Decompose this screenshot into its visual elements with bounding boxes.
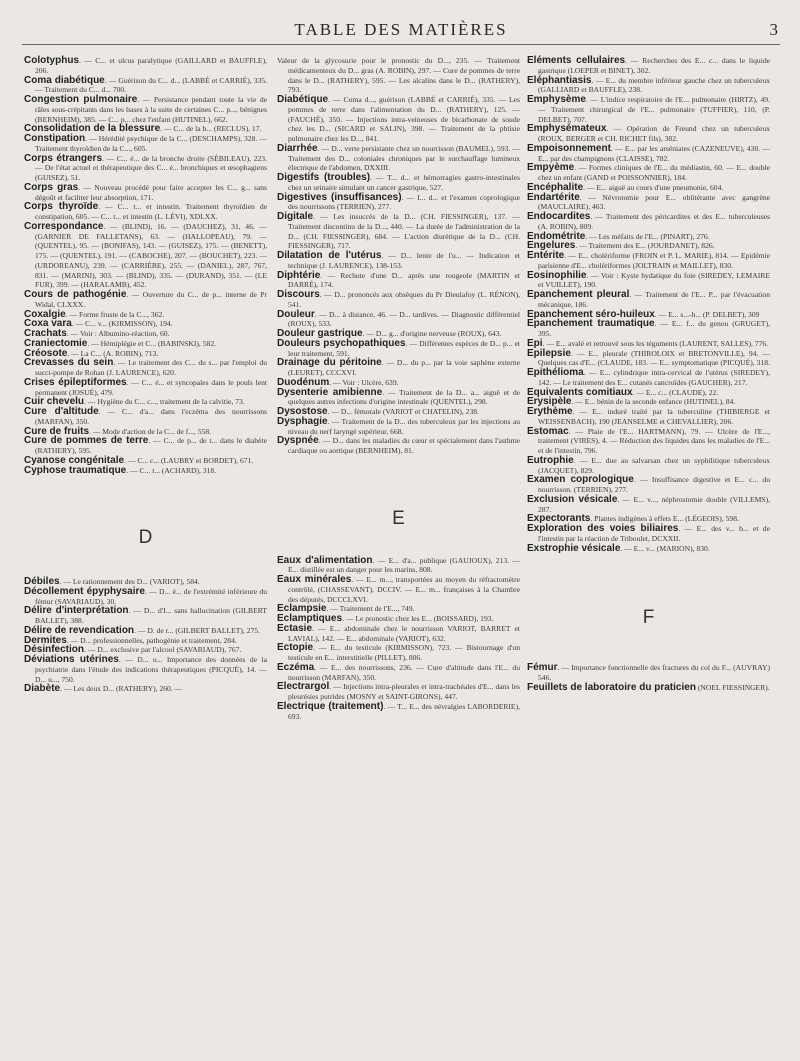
entry-heading: Eclamptiques <box>277 613 343 624</box>
index-column-2 <box>277 56 520 721</box>
index-entry <box>24 378 267 398</box>
entry-heading: Emphysème <box>527 94 586 105</box>
entry-heading: Eczéma <box>277 661 315 673</box>
entry-text: . — E... cholériforme (FROIN et P. L. MARIE), 814. — Epidémie parisienne d'E... cholériformes (JOLTRAIN et MAILLET), 830. <box>538 251 770 270</box>
entry-heading: Coxa vara <box>24 318 72 330</box>
index-entry <box>527 271 770 291</box>
entry-text: . — E... pleurale (THIROLOIX et BRETONVILLE), 94. — Quelques cas d'E... (CLAUDE, 183. — E... symptomatique (PICQUÉ), 318. <box>538 348 770 368</box>
entry-text: . — E... du testicule (KIRMISSON), 723. — Bistournage d'un testicule en E... interstitielle (PILLET), 806. <box>288 643 520 662</box>
entry-text: . — E... induré traité par la tuberculine (THIBIERGE et WEISSENBACH), 190 (JEANSELME et CHEVALLIER), 206. <box>538 407 770 426</box>
index-entry <box>24 436 267 456</box>
index-entry <box>24 407 267 427</box>
index-entry <box>527 56 770 76</box>
entry-text: . — E... c... (CLAUDE), 22. <box>632 387 719 397</box>
index-entry <box>277 212 520 251</box>
index-entry <box>277 290 520 310</box>
entry-heading: Cours de pathogénie <box>24 289 127 300</box>
entry-heading: Digestives (insuffisances) <box>277 191 402 203</box>
entry-heading: Entérite <box>527 250 565 261</box>
entry-text: . — D... verte persistante chez un nourrisson (BAUMEL), 593. — Traitement des D... coloniales chroniques par le surchauffage lumineux électrique de l'abdomen, DXXIII. <box>288 143 520 173</box>
entry-heading: Ectopie <box>277 642 314 654</box>
entry-heading: Empyème <box>527 162 575 174</box>
index-entry <box>527 76 770 96</box>
entry-heading: Estomac <box>527 425 569 437</box>
entry-text: . — Ouverture du C... de p... interne de Pr Widal, CLXXX. <box>35 290 267 309</box>
entry-text: . — C... d'a... dans l'eczéma des nourrissons (MARFAN), 350. <box>35 407 267 426</box>
entry-text: . — C... t... (ACHARD), 318. <box>126 465 217 475</box>
index-entry <box>527 475 770 495</box>
entry-text: . — Hygiène du C... c..., traitement de la calvitie, 73. <box>84 397 245 407</box>
entry-text: . — Traitement de l'E... P... par l'évacuation mécanique, 186. <box>538 290 771 309</box>
entry-text: . — I... d... et l'examen coprologique des nourrissons (TERRIEN), 277. <box>288 192 520 212</box>
entry-text: . — D. de r... (GILBERT BALLET), 275. <box>134 625 260 635</box>
entry-heading: Epanchement traumatique <box>527 318 655 330</box>
entry-heading: Diabétique <box>277 94 329 105</box>
entry-heading: Exstrophie vésicale <box>527 542 621 554</box>
entry-heading: Erythème <box>527 406 573 417</box>
index-entry <box>24 222 267 290</box>
entry-heading: Délire d'interprétation <box>24 605 129 617</box>
index-entry <box>277 702 520 722</box>
entry-heading: Douleur gastrique <box>277 328 363 339</box>
entry-heading: Crises épileptiformes <box>24 376 127 388</box>
entry-heading: Electrargol <box>277 681 330 693</box>
entry-heading: Exclusion vésicale <box>527 493 618 505</box>
entry-text: . — Différentes espèces de D... p... et leur traitement, 591. <box>288 338 520 358</box>
entry-heading: Drainage du péritoine <box>277 357 382 369</box>
entry-text: . — Hémiplégie et C... (BABINSKI), 582. <box>87 338 217 348</box>
index-entry <box>527 95 770 124</box>
index-entry <box>527 290 770 310</box>
entry-text: . — C... é... de la bronche droite (SÉBILEAU), 223. — De l'état actuel et thérapeutique des C... é... bronchiques et œsophagiens (GUISEZ), 51. <box>35 153 268 182</box>
entry-heading: Eléments cellulaires <box>527 55 626 66</box>
entry-text: . — D... prononcés aux obsèques du Pr Dieulafoy (L. RÉNON), 541. <box>288 290 520 309</box>
index-entry <box>24 95 267 124</box>
entry-heading: Examen coprologique <box>527 474 634 486</box>
entry-text: . — E... v... (MARION), 830. <box>620 543 710 553</box>
entry-text: . — Les insuccès de la D... (CH. FIESSINGER), 137. — Traitement discontinu de la D..., 440. — La durée de l'administration de la D... (CH. FIESSINGER), 684. — L'action diurétique de la D... (CH. FIESSINGER), 717. <box>288 212 520 251</box>
index-entry <box>24 290 267 310</box>
index-column-3 <box>527 56 770 692</box>
index-entry <box>277 310 520 330</box>
index-entry <box>527 319 770 339</box>
entry-text: . — E... des v... b... et de l'intestin par la réaction de Triboulet, DCXXII. <box>538 524 770 543</box>
entry-heading: Corps thyroïde <box>24 201 99 213</box>
index-entry <box>24 183 267 203</box>
section-letter: F <box>642 607 655 629</box>
entry-heading: Constipation <box>24 133 86 144</box>
index-entry <box>277 436 520 456</box>
index-entry <box>24 655 267 684</box>
index-entry <box>527 163 770 183</box>
entry-heading: Cyanose congénitale <box>24 454 125 466</box>
entry-text: . — C... de p... de t... dans le diabète (RATHERY), 595. <box>35 436 267 455</box>
entry-heading: Douleur <box>277 308 315 320</box>
section-spacer <box>24 475 267 533</box>
entry-text: . — T... d... et hémorragies gastro-intestinales chez un urinaire simulant un cancer gastrique, 527. <box>288 173 520 192</box>
entry-heading: Cure de fruits <box>24 425 90 437</box>
entry-text: . — Rechute d'une D... après une rougeole (MARTIN et DARRÉ), 174. <box>288 270 520 290</box>
entry-heading: Discours <box>277 289 320 300</box>
entry-text: . — Coma d..., guérison (LABBÉ et CARRIÉ), 335. — Les pommes de terre dans l'alimentation du D... (RATHERY), 125. — (FAUCHÉ), 350. — Injections intra-veineuses de bicarbonate de soude chez les D... (SICARD et SALIN), 398. — Traitement de la phtisie pulmonaire chez les D..., 841. <box>288 95 520 143</box>
entry-text: . — E... du membre inférieur gauche chez un tuberculeux (GALLIARD et BAUFFLE), 238. <box>538 75 770 95</box>
entry-text: . — Traitement de la D... des tuberculeux par les injections au niveau du nerf laryngé supérieur, 668. <box>288 416 520 436</box>
entry-heading: Craniectomie <box>24 337 88 349</box>
index-entry <box>527 544 770 554</box>
entry-heading: Corps étrangers <box>24 152 103 164</box>
index-entry <box>24 358 267 378</box>
entry-text: . — Plaie de l'E... HARTMANN), 79. — Ulcère de l'E..., traitement (VIRES), 4. — Réduction des liquides dans les maladies de l'E... et de l'intestin, 796. <box>538 426 770 455</box>
entry-text: . — Les deux D... (RATHERY), 260. — <box>60 684 183 694</box>
entry-heading: Déviations utérines <box>24 654 119 665</box>
entry-heading: Corps gras <box>24 181 79 193</box>
entry-heading: Eosinophilie <box>527 269 587 281</box>
index-entry <box>277 614 520 624</box>
entry-text: . — Importance fonctionnelle des fractures du col du F... (AUVRAY) 546. <box>538 663 770 682</box>
section-letter: D <box>138 527 153 549</box>
index-entry <box>527 124 770 144</box>
section-spacer <box>527 553 770 613</box>
entry-text: . — Recherches des E... c... dans le liquide gastrique (LOEPER et BINET), 302. <box>538 56 771 75</box>
index-entry <box>277 417 520 437</box>
index-entry <box>24 466 267 476</box>
entry-text: . — C... v... (KIRMISSON), 194. <box>71 319 173 329</box>
entry-text: . — Hérédité psychique de la C... (DESCHAMPS), 328. — Traitement thyroïdien de la C..., 605. <box>35 134 267 153</box>
entry-text: . — Formes cliniques de l'E... du médiastin, 60. — E... double chez un enfant (GAND et POISSONNIER), 184. <box>538 163 770 182</box>
index-entry <box>277 56 520 95</box>
entry-heading: Débiles <box>24 576 60 587</box>
index-entry <box>527 456 770 476</box>
index-entry <box>24 134 267 154</box>
index-entry <box>24 684 267 694</box>
entry-text: . — D... exclusive par l'alcool (SAVARIAUD), 767. <box>84 645 242 655</box>
section-spacer <box>527 623 770 663</box>
entry-heading: Cure d'altitude <box>24 406 99 417</box>
index-entry <box>24 606 267 626</box>
entry-heading: Ectasie <box>277 622 313 634</box>
entry-text: . — C... c... (LAUBRY et BORDET), 671. <box>124 455 254 465</box>
entry-heading: Endartérite <box>527 191 580 203</box>
entry-text: . — Insuffisance digestive et E... c... du nourrisson. (TERRIEN), 277. <box>538 475 770 494</box>
entry-heading: Empoisonnement <box>527 142 611 154</box>
index-entry <box>527 495 770 515</box>
entry-text: . — Nouveau procédé pour faire accepter les C... g... sans dégoût et faciliter leur absorption, 171. <box>35 182 267 202</box>
entry-heading: Eléphantiasis <box>527 74 592 86</box>
index-entry <box>24 56 267 76</box>
index-entry <box>24 202 267 222</box>
index-entry <box>24 76 267 96</box>
entry-text: . — Voir : Kyste hydatique du foie (SIREDEY, LEMAIRE et VUILLET), 190. <box>538 270 770 290</box>
entry-heading: Digestifs (troubles) <box>277 172 371 183</box>
entry-text: . — C... de la b... (RECLUS), 17. <box>160 124 262 134</box>
entry-heading: Dilatation de l'utérus <box>277 250 382 261</box>
index-entry <box>527 144 770 164</box>
index-entry <box>527 683 770 693</box>
section-spacer <box>277 456 520 514</box>
entry-heading: Digitale <box>277 211 314 222</box>
entry-text: . — Traitement de l'E..., 749. <box>326 604 415 614</box>
entry-text: . — D... g... d'origine nerveuse (ROUX), 643. <box>362 329 502 338</box>
entry-text: . Plantes indigènes à effets E... (LÉGEOIS), 598. <box>590 514 739 524</box>
index-entry <box>277 388 520 408</box>
page-title: TABLE DES MATIÈRES <box>294 20 508 39</box>
index-entry <box>277 575 520 604</box>
entry-heading: Equivalents comitiaux <box>527 386 633 398</box>
entry-text: . — Le pronostic chez les E... (BOISSARD), 193. <box>342 614 494 623</box>
entry-heading: Emphysémateux <box>527 123 607 135</box>
entry-heading: Epithélioma <box>527 367 584 378</box>
entry-heading: Crevasses du sein <box>24 357 114 369</box>
entry-heading: Dermites <box>24 634 67 646</box>
index-entry <box>24 154 267 183</box>
entry-heading: Douleurs psychopathiques <box>277 337 406 349</box>
entry-text: . — Traitement des péricardites et des E... tuberculeuses (A. ROBIN), 809. <box>538 212 770 231</box>
entry-heading: Feuillets de laboratoire du praticien <box>527 681 696 693</box>
index-entry <box>277 556 520 576</box>
entry-text: . — D... lente de l'u... — Indication et technique (J. LAURENCE), 138-153. <box>288 251 520 270</box>
entry-heading: Dysostose <box>277 406 328 417</box>
entry-heading: Cuir chevelu <box>24 396 85 408</box>
entry-text: . — E... d'a... publique (GAUJOUX), 213. — E... distillée est un danger pour les marins, 808. <box>288 555 521 575</box>
entry-heading: Délire de revendication <box>24 624 135 636</box>
entry-heading: Epanchement pleural <box>527 289 630 300</box>
entry-text: . — Injections intra-pleurales et intra-trachéales d'E... dans les pleurésies putrides (MOSNY et SAINT-GIRONS), 447. <box>288 682 520 701</box>
entry-heading: Correspondance <box>24 220 104 232</box>
entry-heading: Cyphose traumatique <box>24 464 127 476</box>
entry-text: . — E... m..., transportées au moyen du réfractomètre contrôlé, (CHASSEVANT), DCCIV. — E... m... françaises à la Chambre des députés, DCCCLXVI. <box>288 575 520 604</box>
entry-heading: Coma diabétique <box>24 74 105 86</box>
entry-heading: Endométrite <box>527 230 586 242</box>
entry-text: . — D... d'I... sans hallucination (GILBERT BALLET), 388. <box>35 606 267 625</box>
index-entry <box>527 368 770 388</box>
entry-text: . — D... u... Importance des données de la psychiatrie dans l'étude des indications thérapeutiques (PICQUÉ), 14. — D... u..., 750. <box>35 655 267 684</box>
index-entry <box>277 682 520 702</box>
entry-heading: Fémur <box>527 662 558 673</box>
index-entry <box>527 663 770 683</box>
entry-heading: Congestion pulmonaire <box>24 94 138 105</box>
entry-text: . — E... avalé et retrouvé sous les téguments (LAURENT, SALLES), 776. <box>542 338 769 348</box>
entry-heading: Cure de pommes de terre <box>24 435 149 447</box>
entry-heading: Epi <box>527 337 543 349</box>
entry-text: . — Forme fruste de la C..., 362. <box>65 309 165 319</box>
entry-text: . — E... des nourrissons, 236. — Cure d'altitude dans l'E... du nourrisson (MARFAN), 350. <box>288 662 520 682</box>
index-entry <box>277 358 520 378</box>
index-entry <box>277 251 520 271</box>
entry-text: . — E... par les arséniates (CAZENEUVE), 430. — E... par des champignons (CLAISSE), 782. <box>538 143 770 163</box>
entry-heading: Duodénum <box>277 376 330 388</box>
entry-text: Valeur de la glycosurie pour le pronostic du D..., 235. — Traitement médicamenteux du D... gras (A. ROBIN), 297. — Cure de pommes de terre dans le D... (RATHERY), 595. — Les alcalins dans le D... (RATHERY), 793. <box>277 56 520 95</box>
index-entry <box>277 271 520 291</box>
index-entry <box>277 643 520 663</box>
entry-heading: Expectorants <box>527 513 591 525</box>
entry-text: . — Les méfaits de l'E... (PINART), 276. <box>585 231 710 241</box>
index-entry <box>24 587 267 607</box>
entry-heading: Eaux minérales <box>277 574 352 585</box>
index-column-1 <box>24 56 267 694</box>
entry-text: . — La C... (A. ROBIN), 713. <box>67 348 159 358</box>
entry-text: . — E... f... du genou (GRUGET), 395. <box>538 319 770 338</box>
entry-heading: Endocardites <box>527 211 591 222</box>
entry-text: . — Voir : Ulcère, 639. <box>329 377 399 387</box>
entry-text: . — Traitement des E... (JOURDANET), 826. <box>575 241 715 251</box>
entry-text: . — Persistance pendant toute la vie de râles sous-crépitants dans les bases à la suite de certaines C... p..., bénignes (BERNHEIM), 385. — C... p... chez l'enfant (HUTINEL), 662. <box>35 95 267 124</box>
entry-heading: Crachats <box>24 328 67 339</box>
entry-heading: Eaux d'alimentation <box>277 554 373 566</box>
entry-heading: Consolidation de la blessure <box>24 123 161 135</box>
index-entry <box>277 663 520 683</box>
entry-heading: Dyspnée <box>277 435 319 447</box>
entry-heading: Dysphagie <box>277 415 328 427</box>
entry-heading: Désinfection <box>24 644 85 656</box>
entry-heading: Epanchement séro-huileux <box>527 308 655 320</box>
entry-text: . — C... t... et intestin. Traitement thyroïdien de constipation, 605. — C... t... et intestin (L. LÉVI), XDLXX. <box>35 202 267 221</box>
entry-text: . — E... bénin de la seconde enfance (HUTINEL), 84. <box>571 397 736 407</box>
entry-heading: Engelures <box>527 240 576 252</box>
index-entry <box>527 251 770 271</box>
index-entry <box>527 524 770 544</box>
index-entry <box>277 95 520 144</box>
entry-text: . — Guérison du C... d... (LABBÉ et CARRIÉ), 335. — Traitement du C... d... 700. <box>35 75 267 95</box>
entry-text: . — L'indice respiratoire de l'E... pulmonaire (HIRTZ), 49. — Traitement chirurgical de l'E... pulmonaire (TUFFIER), 110, (P. DELBET), 707. <box>538 95 770 124</box>
section-spacer <box>24 543 267 577</box>
entry-text: . — E... due au salvarsan chez un syphilitique tuberculeux (JACQUET), 829. <box>538 455 770 475</box>
entry-heading: Epilepsie <box>527 347 571 359</box>
entry-heading: Décollement épyphysaire <box>24 585 145 597</box>
index-entry <box>277 193 520 213</box>
running-header <box>22 14 780 45</box>
entry-heading: Dysenterie amibienne <box>277 386 383 398</box>
page-number: 3 <box>769 20 778 39</box>
entry-text: . — E... cylindrique intra-cervical de l'utérus (SIREDEY), 142. — Le traitement des E... cutanés cancroïdes (GAUCHER), 217. <box>538 368 770 387</box>
entry-heading: Exploration des voies biliaires <box>527 523 679 534</box>
index-entry <box>527 193 770 213</box>
entry-heading: Electrique (traitement) <box>277 700 384 712</box>
entry-heading: Diphtérie <box>277 269 321 281</box>
index-entry <box>527 349 770 369</box>
entry-text: . — (BLIND), 16. — (DAUCHEZ), 31, 46. — (GARNIER DE FALLETANS), 63. — (HALLOPEAU), 79. — (QUENTEL), 95. — (BONIFAS), 143. — (GUISEZ), 175. — (BENETT), 175. — (QUENTEL), 191. — (CABOCHE), 207. — (BOUCHET), 223. — (URDOREANU), 239. — (CARRIÈRE), 255. — (DANIEL), 287, 767, 831. — (MARINI), 303. — (BLIND), 335. — (DURAND), 351. — (LE FUR), 399. — (HARALAMB), 452. <box>35 221 267 290</box>
index-entry <box>527 407 770 427</box>
entry-text: (NOEL FIESSINGER). <box>695 682 770 692</box>
entry-heading: Encéphalite <box>527 181 584 193</box>
entry-text: . — Voir : Albumino-réaction, 60. <box>66 329 170 338</box>
entry-text: . — C... é... et syncopales dans le pouls lent permanent (JOSUÉ), 479. <box>35 377 267 397</box>
entry-text: . — Opération de Freund chez un tuberculeux (ROUX, BERGER et CH. RICHET fils), 382. <box>538 124 770 143</box>
index-entry <box>277 173 520 193</box>
entry-text: . — D... du p... par la voie saphène externe (LEURET), CCCXVI. <box>288 358 520 377</box>
entry-text: . — E... s...-h... (P. DELBET), 309 <box>654 309 760 319</box>
entry-text: . — T... E... des névralgies LABORDERIE), 693. <box>288 701 520 721</box>
entry-text: . — C... et ulcus paralytique (GAILLARD et BAUFFLE), 206. <box>35 56 267 75</box>
index-entry <box>277 144 520 173</box>
entry-text: . — Le traitement des C... du s... par l'emploi du succi-pompe de Rohan (J. LAURENCE), 620. <box>35 358 267 377</box>
entry-heading: Créosote <box>24 347 68 359</box>
entry-heading: Erysipèle <box>527 396 572 408</box>
entry-text: . — D... fémorale (VARIOT et CHATELIN), 238. <box>327 407 479 416</box>
entry-text: . — E... aiguë au cours d'une pneumonie, 604. <box>583 182 724 192</box>
entry-text: . — D... dans les maladies du cœur et spécialement dans l'asthme cardiaque ou aortique (BERNHEIM), 81. <box>288 436 520 455</box>
index-entry <box>527 212 770 232</box>
index-entry <box>277 339 520 359</box>
entry-heading: Eutrophie <box>527 454 574 466</box>
entry-heading: Eclampsie <box>277 603 327 615</box>
entry-text: . — Le rationnement des D... (VARIOT), 584. <box>59 577 200 586</box>
entry-text: . — D... professionnelles, pathogénie et traitement, 284. <box>66 635 237 645</box>
index-entry <box>277 624 520 644</box>
entry-text: . — Névrotomie pour E... oblitérante avec gangrène (MAUCLAIRE), 463. <box>538 192 770 212</box>
index-entry <box>527 427 770 456</box>
entry-heading: Colotyphus <box>24 55 79 66</box>
entry-heading: Coxalgie <box>24 308 66 320</box>
entry-text: . — E... abdominale chez le nourrisson VARIOT, BARRET et LAVIAL), 142. — E... abdominale (VARIOT), 632. <box>288 623 520 643</box>
entry-text: . — Mode d'action de la C... de f..., 558. <box>89 426 212 436</box>
entry-text: . — E... v..., néphrostomie double (VILLEMS), 287. <box>538 494 770 514</box>
entry-text: . — D... à distance, 46. — D... tardives. — Diagnostic différentiel (ROUX), 533. <box>288 309 520 329</box>
entry-text: . — Traitement de la D... a... aiguë et de quelques autres infections d'origine intestinale (QUENTEL), 298. <box>288 387 520 407</box>
entry-heading: Diabète <box>24 683 61 695</box>
entry-text: . — D... é... de l'extrémité inférieure du fémur (SAVARIAUD), 30. <box>35 586 268 606</box>
section-letter: E <box>392 507 405 529</box>
entry-heading: Diarrhée <box>277 142 318 154</box>
